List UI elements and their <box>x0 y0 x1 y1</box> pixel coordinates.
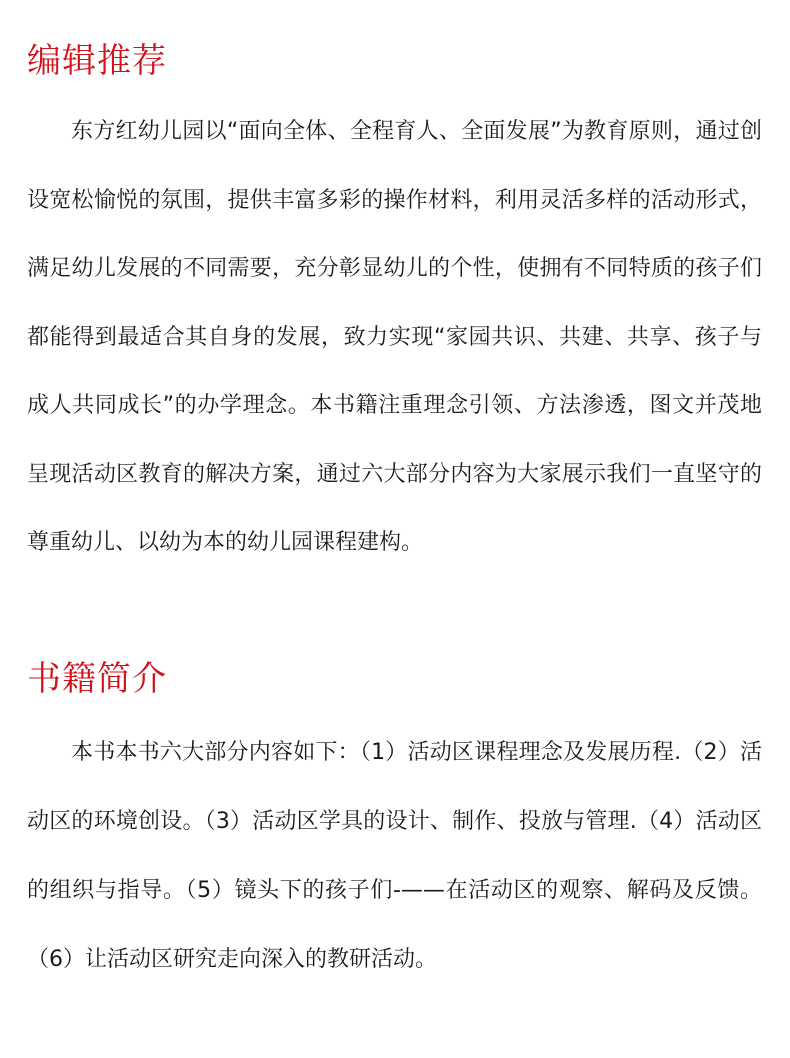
editor-recommendation-body-wrap <box>27 98 762 578</box>
book-intro-title: 书籍简介 <box>27 658 167 699</box>
editor-recommendation-paragraph: 东方红幼儿园以“面向全体、全程育人、全面发展”为教育原则，通过创设宽松愉悦的氛围，提供丰富多彩的操作材料，利用灵活多样的活动形式，满足幼儿发展的不同需要，充分彰显幼儿的个性，使拥有不同特质的孩子们都能得到最适合其自身的发展，致力实现“家园共识、共建、共享、孩子与成人共同成长”的办学理念。本书籍注重理念引领、方法渗透，图文并茂地呈现活动区教育的解决方案，通过六大部分内容为大家展示我们一直坚守的尊重幼儿、以幼为本的幼儿园课程建构。 <box>27 119 762 555</box>
editor-recommendation-title: 编辑推荐 <box>27 41 167 81</box>
book-intro-section <box>27 654 762 994</box>
book-intro-paragraph: 本书本书六大部分内容如下：（1）活动区课程理念及发展历程.（2）活动区的环境创设。（3）活动区学具的设计、制作、投放与管理.（4）活动区的组织与指导。（5）镜头下的孩子们-——在活动区的观察、解码及反馈。（6）让活动区研究走向深入的教研活动。 <box>27 739 762 972</box>
editor-recommendation-section <box>27 36 762 578</box>
book-intro-body-wrap <box>27 718 762 994</box>
